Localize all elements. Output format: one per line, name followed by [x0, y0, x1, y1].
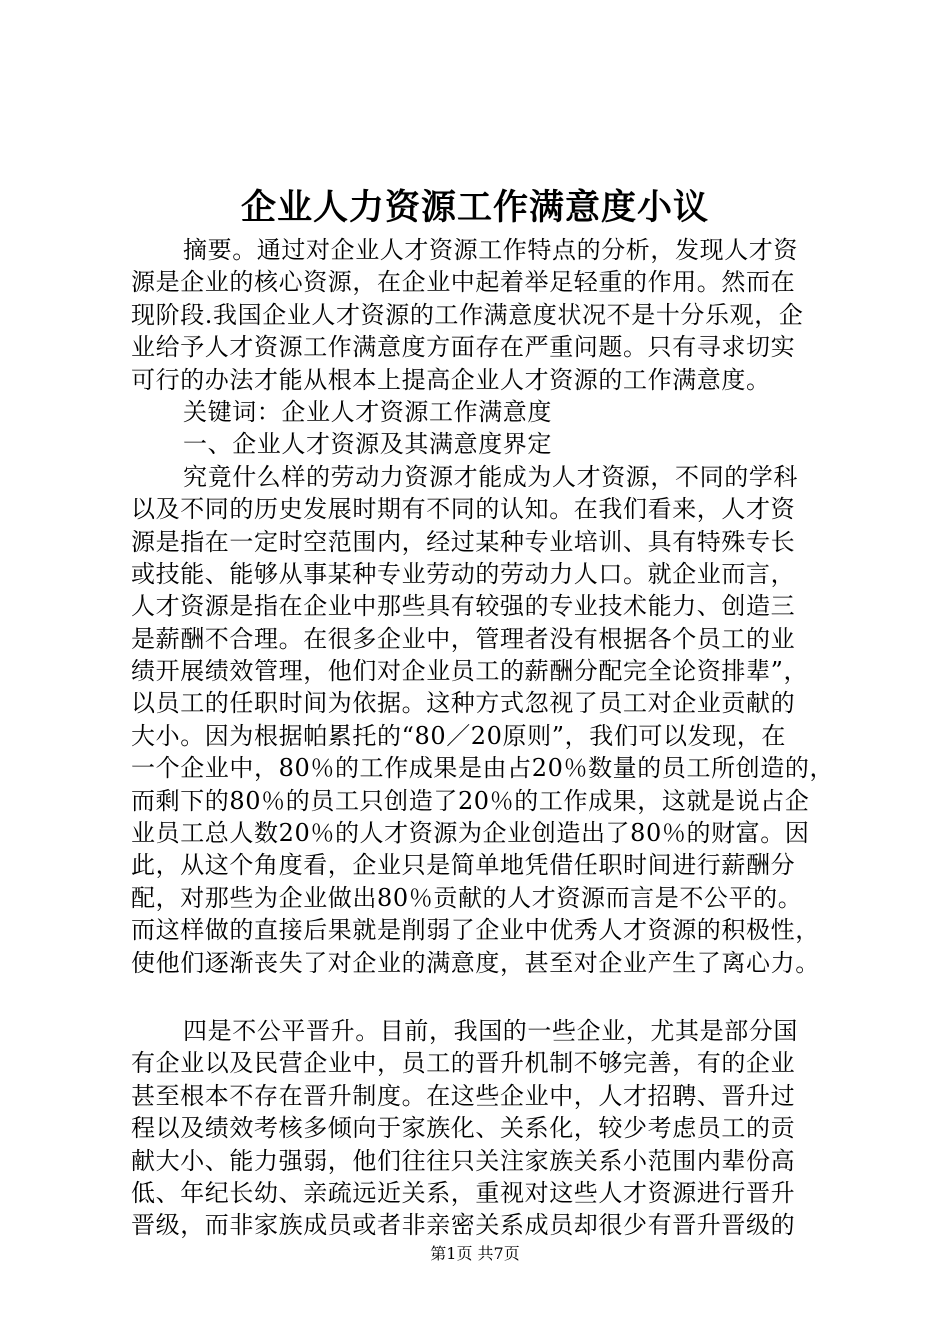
text-line: 是薪酬不合理。在很多企业中，管理者没有根据各个员工的业: [131, 624, 796, 653]
paragraph-gap: [131, 979, 851, 1015]
text-line: 四是不公平晋升。目前，我国的一些企业，尤其是部分国: [183, 1016, 798, 1045]
text-line: 摘要。通过对企业人才资源工作特点的分析，发现人才资: [183, 236, 798, 264]
text-line: 大小。因为根据帕累托的“80／20原则”，我们可以发现，在: [131, 721, 787, 750]
text-line: 源是指在一定时空范围内，经过某种专业培训、具有特殊专长: [131, 527, 796, 556]
text-line: 或技能、能够从事某种专业劳动的劳动力人口。就企业而言，: [131, 559, 796, 588]
text-line: 晋级，而非家族成员或者非亲密关系成员却很少有晋升晋级的: [131, 1211, 796, 1240]
text-line: 源是企业的核心资源，在企业中起着举足轻重的作用。然而在: [131, 268, 796, 297]
page-footer: 第1页 共7页: [430, 1244, 520, 1263]
text-line: 甚至根本不存在晋升制度。在这些企业中，人才招聘、晋升过: [131, 1081, 796, 1110]
text-line: 以员工的任职时间为依据。这种方式忽视了员工对企业贡献的: [131, 689, 796, 718]
text-line: 业员工总人数20％的人才资源为企业创造出了80％的财富。因: [131, 819, 810, 848]
keywords-line: 关键词：企业人才资源工作满意度: [183, 397, 552, 426]
document-body: [131, 234, 851, 1242]
text-line: 献大小、能力强弱，他们往往只关注家族关系小范围内辈份高: [131, 1146, 796, 1175]
text-line: 配，对那些为企业做出80％贡献的人才资源而言是不公平的。: [131, 883, 803, 912]
text-line: 绩开展绩效管理，他们对企业员工的薪酬分配完全论资排辈”，: [131, 657, 809, 686]
document-title: 企业人力资源工作满意度小议: [240, 187, 709, 228]
text-line: 业给予人才资源工作满意度方面存在严重问题。只有寻求切实: [131, 333, 796, 362]
text-line: 使他们逐渐丧失了对企业的满意度，甚至对企业产生了离心力。: [131, 948, 820, 977]
text-line: 此，从这个角度看，企业只是简单地凭借任职时间进行薪酬分: [131, 851, 796, 880]
text-line: 低、年纪长幼、亲疏远近关系，重视对这些人才资源进行晋升: [131, 1178, 796, 1207]
text-line: 究竟什么样的劳动力资源才能成为人才资源，不同的学科: [183, 462, 798, 491]
text-line: 而剩下的80％的员工只创造了20％的工作成果，这就是说占企: [131, 786, 810, 815]
section-heading: 一、企业人才资源及其满意度界定: [183, 430, 552, 459]
text-line: 有企业以及民营企业中，员工的晋升机制不够完善，有的企业: [131, 1049, 796, 1078]
text-line: 一个企业中，80％的工作成果是由占20％数量的员工所创造的，: [131, 754, 835, 783]
text-line: 现阶段.我国企业人才资源的工作满意度状况不是十分乐观，企: [131, 300, 804, 329]
text-line: 程以及绩效考核多倾向于家族化、关系化，较少考虑员工的贡: [131, 1114, 796, 1143]
text-line: 以及不同的历史发展时期有不同的认知。在我们看来，人才资: [131, 495, 796, 524]
text-line: 可行的办法才能从根本上提高企业人才资源的工作满意度。: [131, 365, 771, 394]
text-line: 人才资源是指在企业中那些具有较强的专业技术能力、创造三: [131, 592, 796, 621]
text-line: 而这样做的直接后果就是削弱了企业中优秀人才资源的积极性，: [131, 916, 820, 945]
